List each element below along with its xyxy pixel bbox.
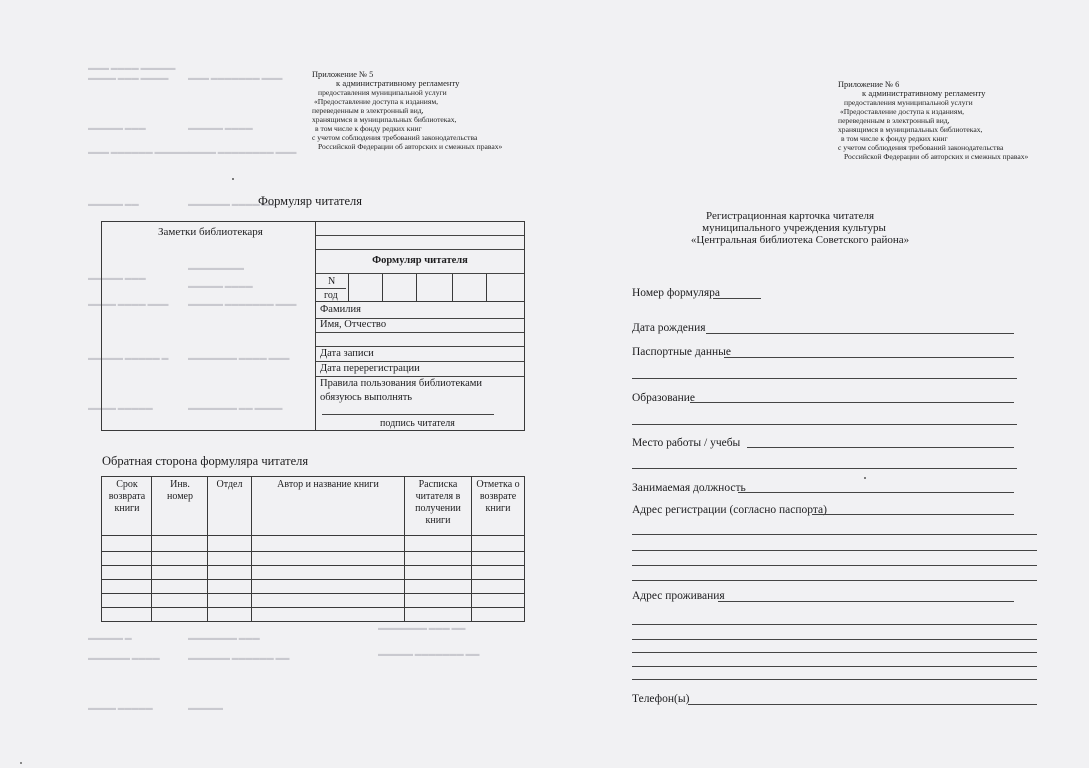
col-header-return-date: Срок возврата книги (108, 479, 146, 514)
rules-line-1: Правила пользования библиотеками (320, 378, 482, 389)
workplace-field-line-2[interactable] (632, 468, 1017, 469)
annex-6-line: предоставления муниципальной услуги (844, 98, 973, 107)
annex-6-line: переведенным в электронный вид, (838, 116, 950, 125)
year-label: год (324, 290, 338, 301)
col-header-return-mark: Отметка о возврате книги (476, 479, 520, 514)
reader-form-title: Формуляр читателя (258, 194, 362, 208)
rereg-date-label: Дата перерегистрации (320, 363, 420, 374)
passport-field[interactable] (724, 357, 1014, 358)
annex-5-line: с учетом соблюдения требований законодательства (312, 133, 478, 142)
workplace-label: Место работы / учебы (632, 437, 741, 449)
reg-address-field[interactable] (812, 514, 1014, 515)
inner-form-title: Формуляр читателя (372, 255, 468, 266)
reg-address-field-line-3[interactable] (632, 550, 1037, 551)
live-address-field-line-4[interactable] (632, 652, 1037, 653)
annex-5-line: «Предоставление доступа к изданиям, (314, 97, 439, 106)
reg-address-label: Адрес регистрации (согласно паспорта) (632, 504, 827, 516)
live-address-field-line-2[interactable] (632, 624, 1037, 625)
passport-label: Паспортные данные (632, 346, 731, 358)
surname-label: Фамилия (320, 304, 361, 315)
annex-5-line: переведенным в электронный вид, (312, 106, 424, 115)
birth-date-field[interactable] (706, 333, 1014, 334)
col-header-author-title: Автор и название книги (277, 479, 379, 490)
live-address-label: Адрес проживания (632, 590, 725, 602)
back-side-title: Обратная сторона формуляра читателя (102, 454, 309, 468)
reg-address-field-line-2[interactable] (632, 534, 1037, 535)
passport-field-line-2[interactable] (632, 378, 1017, 379)
col-header-department: Отдел (216, 479, 243, 490)
annex-5-heading: Приложение № 5 (312, 70, 374, 79)
annex-6-line: к административному регламенту (862, 88, 986, 98)
col-header-inv-number: Инв. номер (167, 479, 193, 502)
annex-6-heading: Приложение № 6 (838, 80, 900, 89)
speck (232, 178, 234, 180)
position-label: Занимаемая должность (632, 482, 746, 494)
phone-label: Телефон(ы) (632, 693, 690, 705)
reg-card-title-line: Регистрационная карточка читателя (705, 210, 875, 222)
birth-date-label: Дата рождения (632, 322, 706, 334)
show-through-text: ▬▬▬ ▬▬▬▬ ▬▬▬▬▬ ▬▬▬▬ ▬▬▬ ▬▬▬▬ ▬▬▬ ▬▬▬▬▬▬▬ ▬▬▬ ▬▬▬▬▬ ▬▬▬ ▬▬▬▬▬ ▬▬▬▬ ▬▬▬ ▬▬▬▬▬▬ ▬▬▬▬▬ ▬▬▬▬ ▬▬▬▬▬▬▬▬ ▬▬▬ ▬▬▬▬▬ ▬▬ ▬▬▬▬▬▬ ▬▬▬▬ ▬▬ ▬▬▬▬▬ ▬▬▬ ▬▬▬▬▬▬▬▬ ▬▬▬▬▬ ▬▬▬▬ ▬▬▬▬ ▬▬▬▬ ▬▬▬ ▬▬▬▬▬ ▬▬▬▬▬▬▬ ▬▬▬ ▬▬▬▬▬ ▬▬▬▬▬ ▬ ▬▬▬▬▬▬▬ ▬▬▬▬ ▬▬▬ ▬▬▬▬ ▬▬▬▬▬ ▬▬▬▬▬▬▬ ▬▬ ▬▬▬▬ ▬▬▬▬▬ ▬ ▬▬▬▬▬▬▬ ▬▬▬ ▬▬▬▬▬▬ ▬▬▬▬ ▬▬▬▬▬▬ ▬▬▬▬▬▬ ▬▬ ▬▬▬▬▬▬▬ ▬▬▬ ▬▬ ▬▬▬▬▬ ▬▬▬▬▬▬▬ ▬▬ ▬▬▬▬ ▬▬▬▬▬ ▬▬▬▬▬ (88, 64, 480, 712)
live-address-field[interactable] (718, 601, 1014, 602)
phone-field[interactable] (688, 704, 1037, 705)
record-date-label: Дата записи (320, 348, 374, 359)
name-label: Имя, Отчество (320, 319, 387, 330)
speck (864, 477, 866, 479)
annex-6-line: «Предоставление доступа к изданиям, (840, 107, 965, 116)
reg-address-field-line-5[interactable] (632, 580, 1037, 581)
reg-card-title-line: муниципального учреждения культуры (702, 222, 886, 234)
number-label: N (328, 276, 336, 287)
live-address-field-line-5[interactable] (632, 666, 1037, 667)
education-field[interactable] (690, 402, 1014, 403)
education-field-line-2[interactable] (632, 424, 1017, 425)
live-address-field-line-6[interactable] (632, 679, 1037, 680)
annex-5-line: к административному регламенту (336, 78, 460, 88)
education-label: Образование (632, 392, 696, 404)
workplace-field[interactable] (747, 447, 1014, 448)
annex-5-line: Российской Федерации об авторских и смежных правах» (318, 142, 503, 151)
col-header-receipt: Расписка читателя в получении книги (415, 479, 461, 526)
form-number-field[interactable] (713, 298, 761, 299)
annex-6-line: хранящимся в муниципальных библиотеках, (838, 125, 983, 134)
annex-5-line: предоставления муниципальной услуги (318, 88, 447, 97)
speck (20, 762, 22, 764)
annex-6-line: Российской Федерации об авторских и смежных правах» (844, 152, 1029, 161)
form-number-label: Номер формуляра (632, 287, 721, 299)
live-address-field-line-3[interactable] (632, 639, 1037, 640)
signature-label: подпись читателя (380, 418, 455, 429)
reg-card-title-line: «Центральная библиотека Советского района» (690, 234, 910, 246)
position-field[interactable] (738, 492, 1014, 493)
annex-6-line: в том числе к фонду редких книг (841, 134, 948, 143)
librarian-notes-label: Заметки библиотекаря (158, 226, 263, 238)
annex-5-line: в том числе к фонду редких книг (315, 124, 422, 133)
reg-address-field-line-4[interactable] (632, 565, 1037, 566)
rules-line-2: обязуюсь выполнять (320, 392, 413, 403)
annex-6-line: с учетом соблюдения требований законодательства (838, 143, 1004, 152)
annex-5-line: хранящимся в муниципальных библиотеках, (312, 115, 457, 124)
